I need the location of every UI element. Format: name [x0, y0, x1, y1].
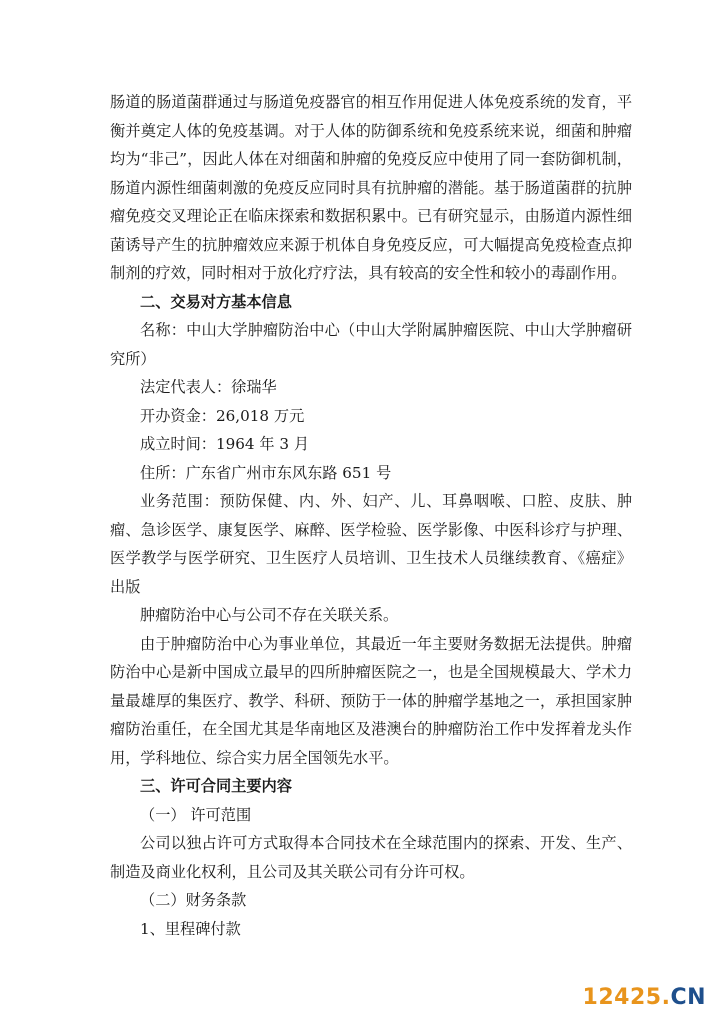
watermark-dot: .	[661, 985, 671, 1010]
founding-date: 成立时间：1964 年 3 月	[140, 435, 310, 453]
counterparty-name: 名称：中山大学肿瘤防治中心（中山大学附属肿瘤医院、中山大学肿瘤研究所）	[110, 321, 632, 368]
license-scope-heading: （一） 许可范围	[140, 805, 252, 824]
registered-capital: 开办资金：26,018 万元	[140, 406, 305, 425]
document-page	[110, 88, 632, 943]
business-scope: 业务范围：预防保健、内、外、妇产、儿、耳鼻咽喉、口腔、皮肤、肿瘤、急诊医学、康复医学、麻醉、医学检验、医学影像、中医科诊疗与护理、医学教学与医学研究、卫生医疗人员培训、卫生技术人员继续教育、《癌症》出版	[110, 492, 632, 596]
section-2-heading: 二、交易对方基本信息	[140, 292, 292, 311]
section-3-heading: 三、许可合同主要内容	[140, 777, 292, 795]
watermark-number: 12425	[582, 985, 662, 1010]
license-scope-text: 公司以独占许可方式取得本合同技术在全球范围内的探索、开发、生产、制造及商业化权利，且公司及其关联公司有分许可权。	[110, 834, 632, 881]
related-party-statement: 肿瘤防治中心与公司不存在关联关系。	[140, 606, 399, 624]
financial-terms-heading: （二）财务条款	[140, 891, 247, 909]
milestone-payment-item: 1、里程碑付款	[140, 919, 241, 938]
site-watermark	[583, 985, 706, 1010]
legal-representative: 法定代表人：徐瑞华	[140, 378, 277, 396]
counterparty-description: 由于肿瘤防治中心为事业单位，其最近一年主要财务数据无法提供。肿瘤防治中心是新中国成立最早的四所肿瘤医院之一，也是全国规模最大、学术力量最雄厚的集医疗、教学、科研、预防于一体的肿瘤学基地之一，承担国家肿瘤防治重任，在全国尤其是华南地区及港澳台的肿瘤防治工作中发挥着龙头作用，学科地位、综合实力居全国领先水平。	[110, 634, 632, 767]
intro-paragraph: 肠道的肠道菌群通过与肠道免疫器官的相互作用促进人体免疫系统的发育，平衡并奠定人体的免疫基调。对于人体的防御系统和免疫系统来说，细菌和肿瘤均为“非己”，因此人体在对细菌和肿瘤的免疫反应中使用了同一套防御机制，肠道内源性细菌刺激的免疫反应同时具有抗肿瘤的潜能。基于肠道菌群的抗肿瘤免疫交叉理论正在临床探索和数据积累中。已有研究显示，由肠道内源性细菌诱导产生的抗肿瘤效应来源于机体自身免疫反应，可大幅提高免疫检查点抑制剂的疗效，同时相对于放化疗疗法，具有较高的安全性和较小的毒副作用。	[110, 93, 632, 282]
watermark-suffix: CN	[670, 985, 706, 1010]
address: 住所：广东省广州市东风东路 651 号	[140, 463, 392, 482]
